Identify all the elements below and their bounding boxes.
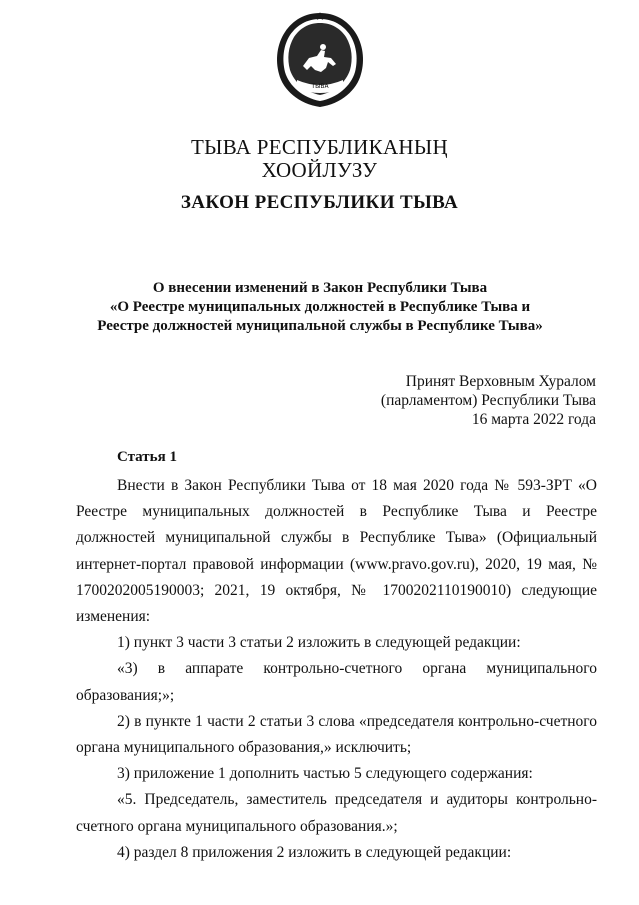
article-body xyxy=(76,473,597,866)
subject-line: Реестре должностей муниципальной службы в Республике Тыва» xyxy=(97,318,543,334)
republic-heading-line1: ТЫВА РЕСПУБЛИКАНЫҢ xyxy=(191,135,448,159)
subject-line: «О Реестре муниципальных должностей в Республике Тыва и xyxy=(109,299,531,315)
paragraph: 2) в пункте 1 части 2 статьи 3 слова «председателя контрольно-счетного органа муниципального образования,» исключить; xyxy=(76,712,597,757)
republic-heading-line2: ХООЙЛУЗУ xyxy=(261,158,378,182)
adoption-line: (парламентом) Республики Тыва xyxy=(380,392,596,409)
adoption-line: Принят Верховным Хуралом xyxy=(405,373,596,390)
law-subject xyxy=(90,279,550,336)
paragraph: Внести в Закон Республики Тыва от 18 мая 2020 года № 593-ЗРТ «О Реестре муниципальных должностей в Республике Тыва и Реестре должностей муниципальной службы в Республике Тыва» (Официальный интернет-портал правовой информации (www.pravo.gov.ru), 2020, 19 мая, № 1700202005190003; 2021, 19 октября, № 1700202110190010) следующие изменения: xyxy=(76,477,597,626)
article-heading: Статья 1 xyxy=(117,449,177,465)
subject-line: О внесении изменений в Закон Республики Тыва xyxy=(152,280,488,296)
law-title: ЗАКОН РЕСПУБЛИКИ ТЫВА xyxy=(180,192,459,213)
paragraph: 4) раздел 8 приложения 2 изложить в следующей редакции: xyxy=(117,843,512,861)
paragraph: 3) приложение 1 дополнить частью 5 следующего содержания: xyxy=(117,765,533,783)
paragraph: «5. Председатель, заместитель председателя и аудиторы контрольно-счетного органа муниципального образования.»; xyxy=(76,791,597,835)
paragraph: 1) пункт 3 части 3 статьи 2 изложить в следующей редакции: xyxy=(117,634,521,652)
adoption-note xyxy=(381,372,596,429)
adoption-date: 16 марта 2022 года xyxy=(471,411,596,428)
tuva-emblem-icon xyxy=(273,10,367,110)
paragraph: «3) в аппарате контрольно-счетного органа муниципального образования;»; xyxy=(76,660,597,704)
emblem-text: ТЫВА xyxy=(311,83,329,90)
